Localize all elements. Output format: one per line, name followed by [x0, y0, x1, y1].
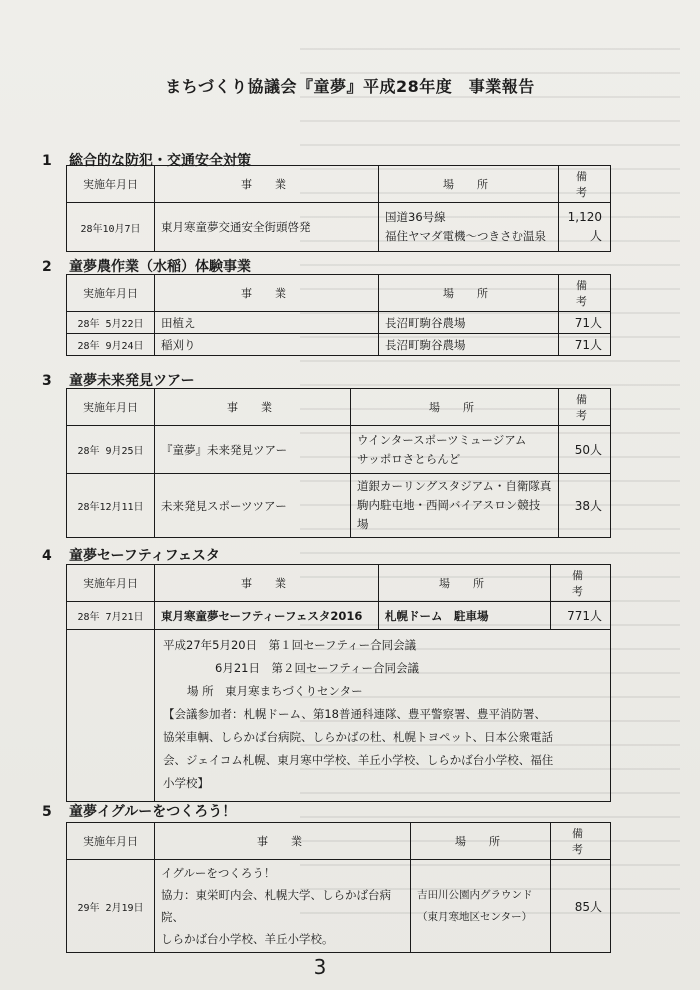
col-header-event: 事 業 [155, 823, 411, 860]
cell-date: 28年 9月24日 [67, 334, 155, 356]
cell-count [559, 203, 611, 252]
table-header-row [67, 823, 611, 860]
section-title [42, 370, 195, 390]
count-line: 人 [589, 229, 602, 243]
place-line: サッポロさとらんど [357, 451, 461, 466]
count-line: 1,120 [567, 210, 602, 224]
cell-place [351, 474, 559, 538]
table-header-row [67, 166, 611, 203]
table-row [67, 426, 611, 474]
cell-date: 28年10月7日 [67, 203, 155, 252]
place-line: 駒内駐屯地・西岡バイアスロン競技 [357, 498, 541, 512]
section-title [42, 801, 236, 821]
table-row [67, 602, 611, 630]
place-line: 福住ヤマダ電機～つきさむ温泉 [385, 229, 546, 243]
place-line: 国道36号線 [385, 210, 446, 224]
place-line: 場 [357, 517, 369, 531]
col-header-place: 場 所 [379, 166, 559, 203]
page-number: 3 [313, 955, 327, 979]
cell-date: 28年 5月22日 [67, 312, 155, 334]
cell-count: 71人 [559, 334, 611, 356]
cell-place [411, 860, 551, 953]
cell-count: 71人 [559, 312, 611, 334]
cell-place [351, 426, 559, 474]
col-header-date: 実施年月日 [67, 166, 155, 203]
section-number: 4 [42, 548, 52, 564]
section-heading: 童夢イグルーをつくろう！ [69, 804, 237, 820]
place-line: （東月寒地区センター） [417, 911, 533, 923]
col-header-place: 場 所 [411, 823, 551, 860]
meeting-line: 【会議参加者：札幌ドーム、第18普通科連隊、豊平警察署、豊平消防署、 [163, 707, 546, 721]
table-header-row [67, 275, 611, 312]
cell-event: 田植え [155, 312, 379, 334]
cell-event: 『童夢』未来発見ツアー [155, 426, 351, 474]
cell-event: 未来発見スポーツツアー [155, 474, 351, 538]
page-title: まちづくり協議会『童夢』平成28年度 事業報告 [165, 77, 535, 96]
col-header-event: 事 業 [155, 275, 379, 312]
section-heading: 童夢セーフティフェスタ [69, 548, 220, 564]
meeting-line: 場 所 東月寒まちづくりセンター [187, 684, 363, 698]
meeting-row [67, 630, 611, 802]
col-header-place: 場 所 [379, 275, 559, 312]
section-number: 5 [42, 804, 52, 820]
cell-date: 29年 2月19日 [67, 860, 155, 953]
col-header-place: 場 所 [379, 565, 551, 602]
report-table-4 [66, 564, 611, 802]
cell-place: 札幌ドーム 駐車場 [379, 602, 551, 630]
report-table-5 [66, 822, 611, 953]
report-table-3 [66, 388, 611, 538]
col-header-date: 実施年月日 [67, 389, 155, 426]
table-header-row [67, 389, 611, 426]
section-number: 1 [42, 153, 52, 169]
cell-date: 28年 7月21日 [67, 602, 155, 630]
place-line: 吉田川公園内グラウンド [417, 889, 533, 901]
meeting-line: 6月21日 第２回セーフティー合同会議 [215, 661, 419, 675]
event-line: 協力：東栄町内会、札幌大学、しらかば台病院、 [161, 888, 391, 924]
section-heading: 童夢農作業（水稲）体験事業 [69, 259, 251, 275]
cell-place: 長沼町駒谷農場 [379, 312, 559, 334]
meeting-line: 平成27年5月20日 第１回セーフティー合同会議 [163, 638, 417, 652]
meeting-notes [155, 630, 611, 802]
cell-place: 長沼町駒谷農場 [379, 334, 559, 356]
event-line: しらかば台小学校、羊丘小学校。 [161, 932, 334, 946]
table-row [67, 334, 611, 356]
col-header-note: 備 考 [551, 823, 611, 860]
col-header-event: 事 業 [155, 166, 379, 203]
cell-count: 85人 [551, 860, 611, 953]
col-header-date: 実施年月日 [67, 823, 155, 860]
section-number: 2 [42, 259, 52, 275]
col-header-event: 事 業 [155, 565, 379, 602]
cell-event: 稲刈り [155, 334, 379, 356]
report-table-1 [66, 165, 611, 252]
col-header-date: 実施年月日 [67, 275, 155, 312]
cell-count: 771人 [551, 602, 611, 630]
table-row [67, 860, 611, 953]
section-heading: 童夢未来発見ツアー [69, 373, 195, 389]
section-title [42, 256, 251, 276]
event-line: イグルーをつくろう！ [161, 866, 276, 880]
cell-count: 38人 [559, 474, 611, 538]
meeting-line: 協栄車輌、しらかば台病院、しらかばの杜、札幌トヨペット、日本公衆電話 [163, 730, 553, 744]
col-header-event: 事 業 [155, 389, 351, 426]
place-line: ウインタースポーツミュージアム [357, 432, 527, 447]
col-header-date: 実施年月日 [67, 565, 155, 602]
meeting-line: 小学校】 [163, 776, 209, 790]
section-heading: 総合的な防犯・交通安全対策 [69, 153, 251, 169]
section-title [42, 545, 220, 565]
table-row [67, 203, 611, 252]
place-line: 道銀カーリングスタジアム・自衛隊真 [357, 479, 552, 493]
cell-date: 28年 9月25日 [67, 426, 155, 474]
meeting-blank-cell [67, 630, 155, 802]
report-table-2 [66, 274, 611, 356]
meeting-line: 会、ジェイコム札幌、東月寒中学校、羊丘小学校、しらかば台小学校、福住 [163, 753, 554, 767]
table-header-row [67, 565, 611, 602]
cell-date: 28年12月11日 [67, 474, 155, 538]
col-header-note: 備 考 [559, 166, 611, 203]
table-row [67, 474, 611, 538]
col-header-note: 備 考 [559, 275, 611, 312]
section-number: 3 [42, 373, 52, 389]
cell-event: 東月寒童夢交通安全街頭啓発 [155, 203, 379, 252]
cell-event [155, 860, 411, 953]
col-header-note: 備 考 [551, 565, 611, 602]
cell-place [379, 203, 559, 252]
cell-event: 東月寒童夢セーフティーフェスタ2016 [155, 602, 379, 630]
table-row [67, 312, 611, 334]
col-header-place: 場 所 [351, 389, 559, 426]
cell-count: 50人 [559, 426, 611, 474]
col-header-note: 備 考 [559, 389, 611, 426]
